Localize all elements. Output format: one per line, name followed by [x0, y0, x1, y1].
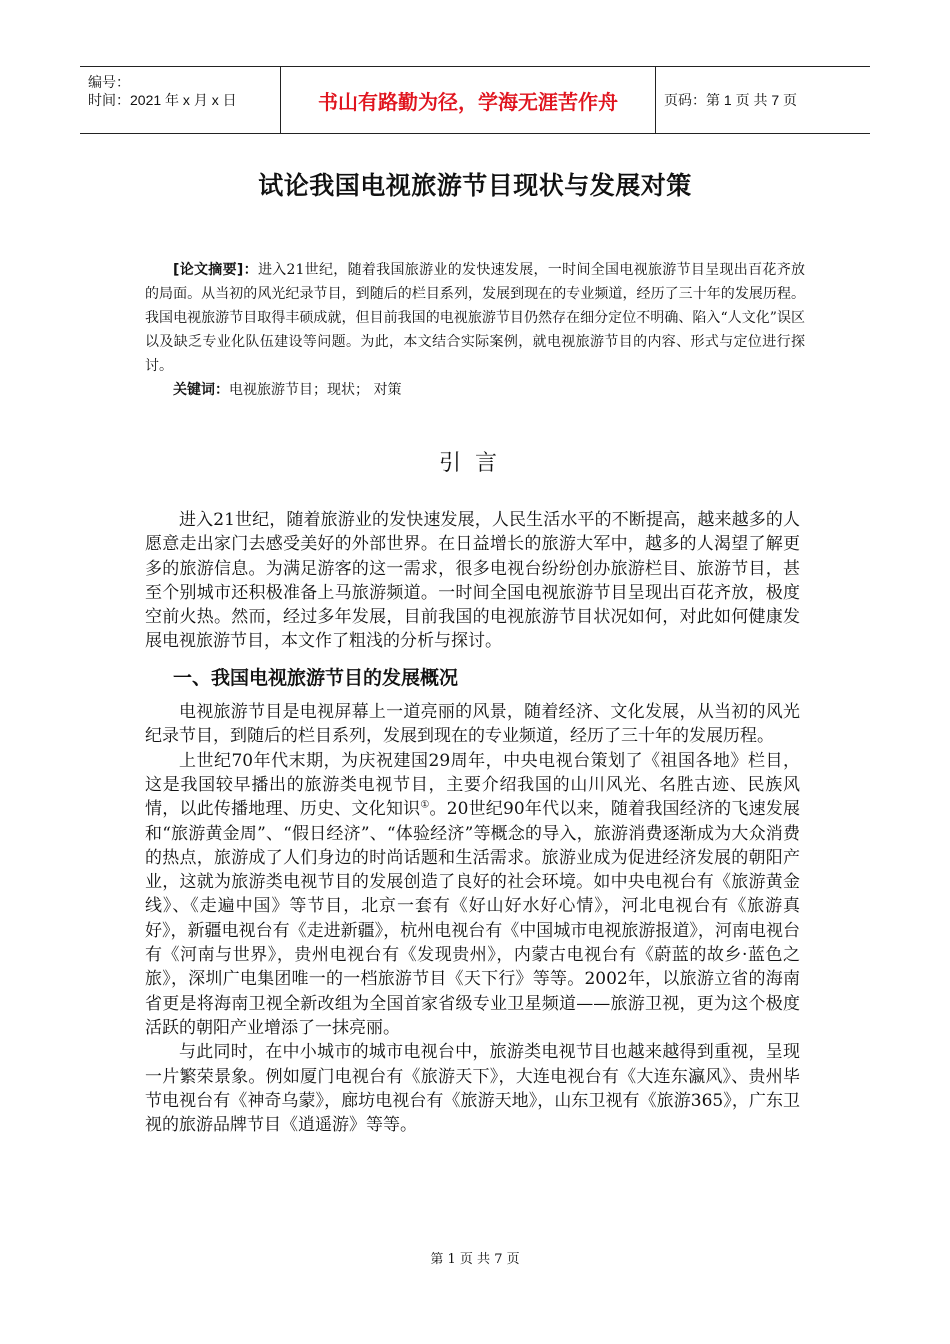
paragraph-history [145, 749, 800, 1041]
header-page-info: 页码：第 1 页 共 7 页 [664, 92, 798, 108]
paragraph-history-part2: 。20世纪90年代以来，随着我国经济的飞速发展和“旅游黄金周”、“假日经济”、“体验经济”等概念的导入，旅游消费逐渐成为大众消费的热点，旅游成了人们身边的时尚话题和生活需求。旅游业成为促进经济发展的朝阳产业，这就为旅游类电视节目的发展创造了良好的社会环境。如中央电视台有《旅游黄金线》、《走遍中国》等节目，北京一套有《好山好水好心情》，河北电视台有《旅游真好》，新疆电视台有《走进新疆》，杭州电视台有《中国城市电视旅游报道》，河南电视台有《河南与世界》，贵州电视台有《发现贵州》，内蒙古电视台有《蔚蓝的故乡·蓝色之旅》，深圳广电集团唯一的一档旅游节目《天下行》等等。2002年，以旅游立省的海南省更是将海南卫视全新改组为全国首家省级专业卫星频道——旅游卫视，更为这个极度活跃的朝阳产业增添了一抹亮丽。 [145, 799, 801, 1038]
abstract-text: 进入21世纪，随着我国旅游业的发快速发展，一时间全国电视旅游节目呈现出百花齐放的局面。从当初的风光纪录节目，到随后的栏目系列，发展到现在的专业频道，经历了三十年的发展历程。我国电视旅游节目取得丰硕成就，但目前我国的电视旅游节目仍然存在细分定位不明确、陷入“人文化”误区以及缺乏专业化队伍建设等问题。为此，本文结合实际案例，就电视旅游节目的内容、形式与定位进行探讨。 [145, 262, 806, 374]
abstract-paragraph [145, 258, 805, 378]
abstract-label: [论文摘要]： [173, 262, 258, 278]
number-label: 编号： [88, 74, 130, 90]
keywords-label: 关键词： [173, 382, 229, 398]
time-label: 时间：2021 年 x 月 x 日 [88, 92, 237, 108]
header-motto: 书山有路勤为径，学海无涯苦作舟 [280, 67, 656, 133]
paragraph-local-stations: 与此同时，在中小城市的城市电视台中，旅游类电视节目也越来越得到重视，呈现一片繁荣景象。例如厦门电视台有《旅游天下》，大连电视台有《大连东瀛风》、贵州毕节电视台有《神奇乌蒙》，廊坊电视台有《旅游天地》，山东卫视有《旅游365》，广东卫视的旅游品牌节目《逍遥游》等等。 [145, 1042, 800, 1136]
header-table [80, 66, 870, 134]
paragraph-intro: 进入21世纪，随着旅游业的发快速发展，人民生活水平的不断提高，越来越多的人愿意走出家门去感受美好的外部世界。在日益增长的旅游大军中，越多的人渴望了解更多的旅游信息。为满足游客的这一需求，很多电视台纷纷创办旅游栏目、旅游节目，甚至个别城市还积极准备上马旅游频道。一时间全国电视旅游节目呈现出百花齐放，极度空前火热。然而，经过多年发展，目前我国的电视旅游节目状况如何，对此如何健康发展电视旅游节目，本文作了粗浅的分析与探讨。 [145, 510, 800, 652]
page-footer: 第 1 页 共 7 页 [430, 1252, 520, 1267]
document-title: 试论我国电视旅游节目现状与发展对策 [258, 171, 692, 200]
footnote-marker[interactable]: ① [420, 799, 430, 811]
paragraph-overview: 电视旅游节目是电视屏幕上一道亮丽的风景，随着经济、文化发展，从当初的风光纪录节目，到随后的栏目系列，发展到现在的专业频道，经历了三十年的发展历程。 [145, 702, 800, 747]
keywords-line [145, 378, 805, 402]
section-heading-1: 一、我国电视旅游节目的发展概况 [173, 666, 459, 689]
abstract-block [145, 258, 805, 402]
keywords-text: 电视旅游节目；现状； 对策 [229, 382, 402, 398]
header-meta [80, 67, 280, 133]
paragraph-history-part1: 上世纪70年代末期，为庆祝建国29周年，中央电视台策划了《祖国各地》栏目，这是我国较早播出的旅游类电视节目，主要介绍我国的山川风光、名胜古迹、民族风情，以此传播地理、历史、文化知识 [145, 750, 800, 820]
body-text [145, 508, 800, 1137]
intro-heading: 引言 [438, 451, 511, 476]
